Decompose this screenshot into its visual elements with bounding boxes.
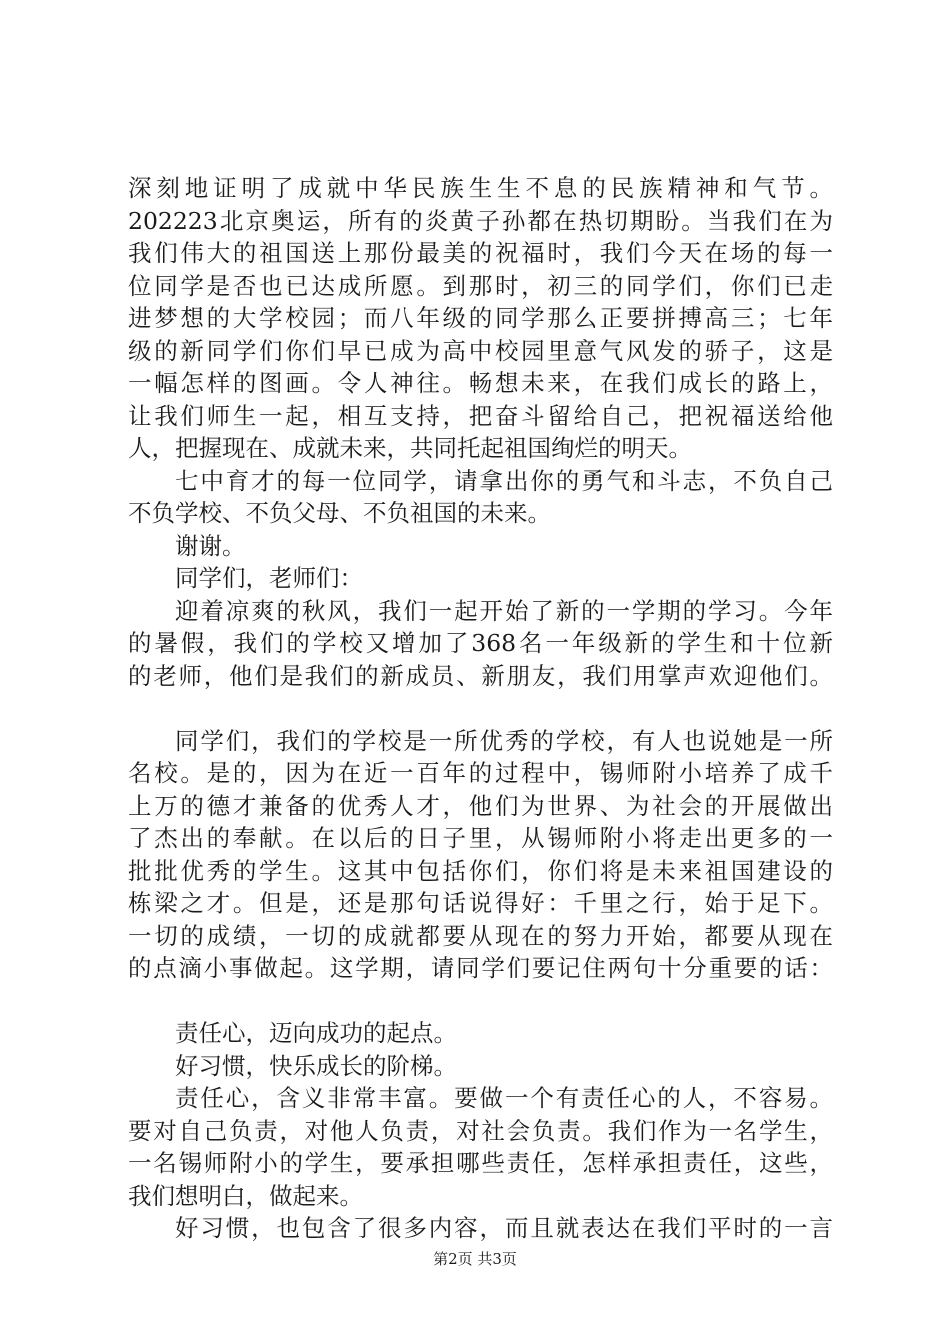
text-line: 迎着凉爽的秋风，我们一起开始了新的一学期的学习。今年 <box>175 596 833 625</box>
text-line: 谢谢。 <box>175 531 246 560</box>
text-line: 了杰出的奉献。在以后的日子里，从锡师附小将走出更多的一 <box>128 824 833 852</box>
text-line: 让我们师生一起，相互支持，把奋斗留给自己，把祝福送给他 <box>128 401 833 430</box>
paragraph-gap <box>128 985 833 1018</box>
text-line: 进梦想的大学校园；而八年级的同学那么正要拼搏高三；七年 <box>128 304 833 332</box>
text-line: 同学们，我们的学校是一所优秀的学校，有人也说她是一所 <box>175 726 833 755</box>
text-line: 一切的成绩，一切的成就都要从现在的努力开始，都要从现在 <box>128 921 833 950</box>
paragraph-gap <box>128 692 833 725</box>
text-line: 的暑假，我们的学校又增加了368名一年级新的学生和十位新 <box>128 629 833 657</box>
text-line: 级的新同学们你们早已成为高中校园里意气风发的骄子，这是 <box>128 336 833 365</box>
document-body <box>128 172 833 1245</box>
text-line: 批批优秀的学生。这其中包括你们，你们将是未来祖国建设的 <box>128 856 833 885</box>
text-line: 我们想明白，做起来。 <box>128 1181 363 1210</box>
text-line: 名校。是的，因为在近一百年的过程中，锡师附小培养了成千 <box>128 759 833 787</box>
text-line: 栋梁之才。但是，还是那句话说得好：千里之行，始于足下。 <box>128 889 833 917</box>
text-line: 要对自己负责，对他人负责，对社会负责。我们作为一名学生， <box>128 1116 833 1145</box>
text-line: 责任心，迈向成功的起点。 <box>175 1019 457 1047</box>
text-line: 同学们，老师们： <box>175 564 363 592</box>
text-line: 七中育才的每一位同学，请拿出你的勇气和斗志，不负自己 <box>175 466 833 495</box>
text-line: 责任心，含义非常丰富。要做一个有责任心的人，不容易。 <box>175 1084 833 1112</box>
text-line: 人，把握现在、成就未来，共同托起祖国绚烂的明天。 <box>128 434 692 462</box>
text-line: 202223北京奥运，所有的炎黄子孙都在热切期盼。当我们在为 <box>128 206 833 235</box>
text-line: 不负学校、不负父母、不负祖国的未来。 <box>128 499 551 527</box>
text-line: 一名锡师附小的学生，要承担哪些责任，怎样承担责任，这些， <box>128 1149 833 1177</box>
text-line: 的老师，他们是我们的新成员、新朋友，我们用掌声欢迎他们。 <box>128 661 833 690</box>
text-line: 一幅怎样的图画。令人神往。畅想未来，在我们成长的路上， <box>128 369 833 397</box>
text-line: 的点滴小事做起。这学期，请同学们要记住两句十分重要的话： <box>128 954 833 982</box>
text-line: 深刻地证明了成就中华民族生生不息的民族精神和气节。 <box>128 174 833 202</box>
text-line: 好习惯，也包含了很多内容，而且就表达在我们平时的一言 <box>175 1214 833 1242</box>
text-line: 我们伟大的祖国送上那份最美的祝福时，我们今天在场的每一 <box>128 239 833 267</box>
text-line: 上万的德才兼备的优秀人才，他们为世界、为社会的开展做出 <box>128 791 833 820</box>
text-line: 位同学是否也已达成所愿。到那时，初三的同学们，你们已走 <box>128 271 833 300</box>
text-line: 好习惯，快乐成长的阶梯。 <box>175 1051 457 1080</box>
page-number-footer: 第2页 共3页 <box>433 1250 517 1268</box>
